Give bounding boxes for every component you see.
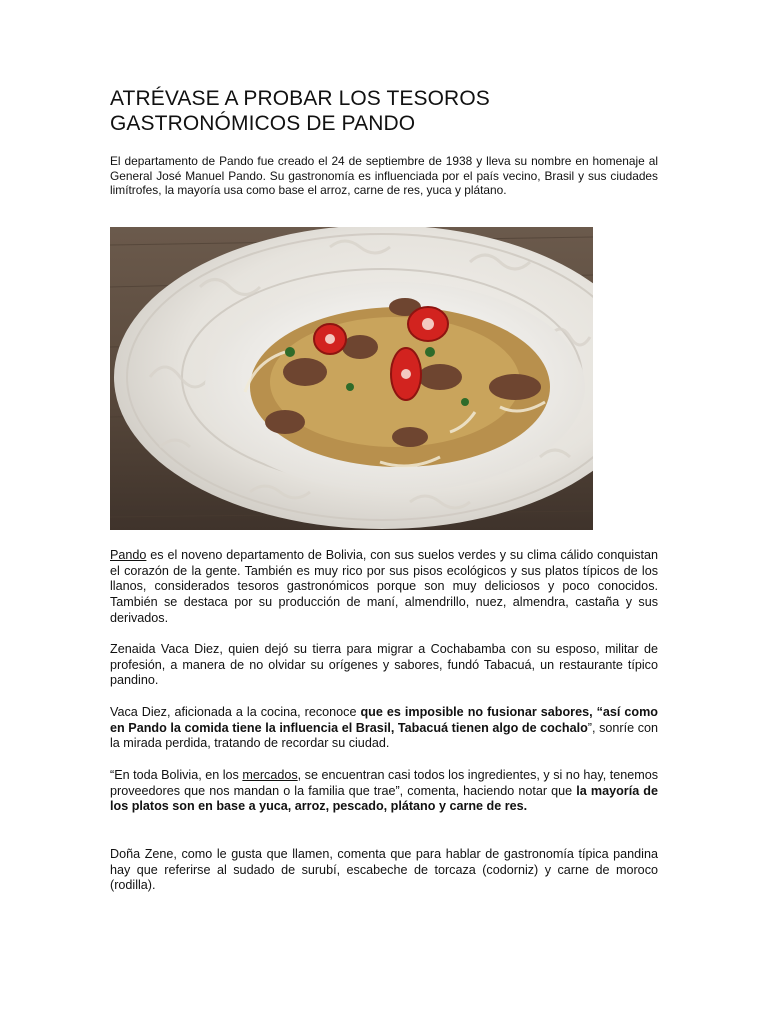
- paragraph-pando: [110, 548, 658, 627]
- pando-link[interactable]: Pando: [110, 548, 147, 562]
- paragraph-mercados: [110, 768, 658, 815]
- title-line-2: GASTRONÓMICOS DE PANDO: [110, 112, 416, 135]
- paragraph-vaca-diez-text: Vaca Diez, aficionada a la cocina, reconoce: [110, 705, 361, 719]
- paragraph-zenaida: Zenaida Vaca Diez, quien dejó su tierra para migrar a Cochabamba con su esposo, militar de profesión, a manera de no olvidar su orígenes y sabores, fundó Tabacuá, un restaurante típico pandino.: [110, 642, 658, 688]
- paragraph-pando-text: es el noveno departamento de Bolivia, con sus suelos verdes y su clima cálido conquistan el corazón de la gente. También es muy rico por sus pisos ecológicos y sus platos típicos de los llanos, considerados tesoros gastronómicos porque son muy deliciosos y poco conocidos. También se destaca por su producción de maní, almendrillo, nuez, almendra, castaña y sus derivados.: [110, 548, 658, 625]
- title-line-1: ATRÉVASE A PROBAR LOS TESOROS: [110, 87, 490, 110]
- paragraph-mercados-bold: la mayoría de los platos son en base a yuca, arroz, pescado, plátano y carne de res.: [110, 783, 658, 814]
- page-title: [110, 86, 658, 136]
- food-dish-photo: [110, 227, 593, 530]
- paragraph-vaca-diez: [110, 705, 658, 752]
- intro-paragraph: El departamento de Pando fue creado el 24 de septiembre de 1938 y lleva su nombre en homenaje al General José Manuel Pando. Su gastronomía es influenciada por el país vecino, Brasil y sus ciudades limítrofes, la mayoría usa como base el arroz, carne de res, yuca y plátano.: [110, 154, 658, 198]
- paragraph-mercados-middle: , se encuentran casi todos los ingredientes, y si no hay, tenemos proveedores que nos mandan o la familia que trae”, comenta, haciendo notar que: [110, 768, 658, 798]
- paragraph-vaca-diez-bold: que es imposible no fusionar sabores, “así como en Pando la comida tiene la influencia el Brasil, Tabacuá tienen algo de cochalo: [110, 705, 659, 735]
- paragraph-vaca-diez-end: ”, sonríe con la mirada perdida, tratando de recordar su ciudad.: [110, 720, 658, 751]
- mercados-link[interactable]: mercados: [242, 768, 298, 782]
- paragraph-dona-zene: Doña Zene, como le gusta que llamen, comenta que para hablar de gastronomía típica pandina hay que referirse al sudado de surubí, escabeche de torcaza (codorniz) y carne de moroco (rodilla).: [110, 847, 658, 893]
- paragraph-mercados-start: “En toda Bolivia, en los: [110, 768, 243, 782]
